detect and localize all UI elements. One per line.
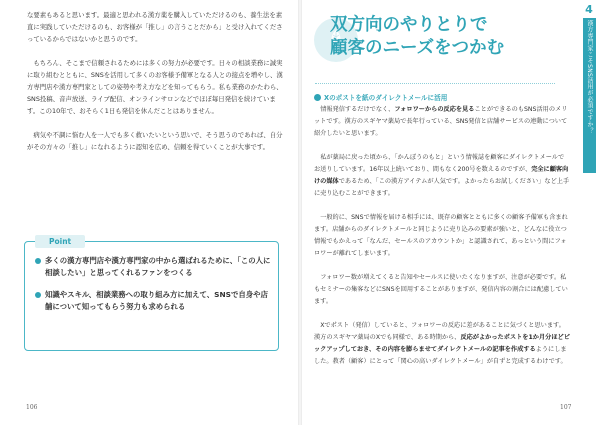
left-paragraph-3: 病気や不調に悩む人を一人でも多く救いたいという思いで、そう思うのであれば、自分がその方々の「推し」になれるように認知を広め、信頼を得ていくことが大事です。 xyxy=(27,131,283,151)
heading-line-1: 双方向のやりとりで xyxy=(330,15,488,35)
point-list xyxy=(35,255,273,323)
right-paragraph-5: Xでポスト（発信）していると、フォロワーの反応に差があることに気づくと思います。漢方のスギヤマ薬局のXでも同様で、ある時期から、反応がよかったポストを1か月分ほどピックアップしておき、その内容を膨らませてダイレクトメールの記事を作成するようにしました。教者（顧客）にとって「関心の高いダイレクトメール」が自ずと完成するわけです。 xyxy=(314,322,570,365)
right-paragraph-3: 一般的に、SNSで情報を届ける相手には、既存の顧客とともに多くの顧客予備軍も含まれます。店舗からのダイレクトメールと同じように売り込みの要素が強いと、どんなに役立つ情報でもかえって「なんだ、セールスのアカウントか」と認識されて、あっという間にフォロワーが離れてしまいます。 xyxy=(314,214,568,257)
left-page xyxy=(0,0,298,425)
emphasis: フォロワーからの反応を見る xyxy=(394,106,475,113)
point-item-text: 知識やスキル、相談業務への取り組み方に加えて、SNSで自身や店舗について知ってもらう努力も求められる xyxy=(45,289,268,312)
right-paragraph-2: 私が薬局に戻った頃から、「かんぽうのもと」という情報誌を顧客にダイレクトメールでお送りしています。16年以上続いており、間もなく200号を数えるのですが、完全に顧客向けの媒体であるため、「この漢方アイテムが人気です。よかったらお試しください」など上手に売り込むことができます。 xyxy=(314,154,570,197)
subheading xyxy=(314,92,447,102)
left-paragraph-1: な要素もあると思います。最適と思われる漢方薬を購入していただけるのも、養生法を素直に実践していただけるのも、お客様が「推し」の言うことだから」と受け入れてくださっているからではないかと思うのです。 xyxy=(27,11,283,43)
right-body-text xyxy=(314,104,570,380)
point-label: Point xyxy=(35,235,85,248)
section-heading xyxy=(330,14,550,60)
point-item xyxy=(35,289,273,314)
right-paragraph-4: フォロワー数が増えてくると告知やセールスに使いたくなりますが、注意が必要です。私もセミナーの集客などにSNSを回用することがありますが、発信内容の割合には配慮しています。 xyxy=(314,274,568,305)
bullet-icon xyxy=(314,94,321,101)
right-paragraph-1: 情報発信するだけでなく、フォロワーからの反応を見ることができるのもSNS活用のメリットです。漢方のスギヤマ薬局で長年行っている、SNS発信と店舗サービスの連動について紹介したいと思います。 xyxy=(314,106,568,137)
point-item xyxy=(35,255,273,280)
point-item-text: 多くの漢方専門店や漢方専門家の中から選ばれるために、「この人に相談したい」と思ってくれるファンをつくる xyxy=(45,256,271,278)
point-box xyxy=(24,237,279,351)
bullet-icon xyxy=(35,258,41,264)
subheading-text: Xのポストを紙のダイレクトメールに活用 xyxy=(324,94,448,102)
page-number-left: 106 xyxy=(26,404,38,411)
emphasis: 反応がよかったポストを1か月分ほどピックアップしておき、その内容を膨らませてダイレクトメールの記事を作成する xyxy=(314,334,570,353)
left-paragraph-2: もちろん、そこまで信頼されるためには多くの努力が必要です。日々の相談業務に誠実に取り組むとともに、SNSを活用して多くのお客様予備軍となる人との接点を増やし、漢方専門店や漢方専門家としての姿勢や考え方などを知ってもらう。私も業務のかたわら、SNS投稿、音声放送、ライブ配信、オンラインサロンなどでほぼ毎日発信を続けています。この10年で、おそらく1日も発信を休んだことはありません。 xyxy=(27,59,283,115)
right-page xyxy=(302,0,600,425)
heading-divider xyxy=(315,83,555,84)
chapter-tab-text: 漢方専門家こそSNS活用が必須ですか？ xyxy=(586,20,593,134)
heading-line-2: 顧客のニーズをつかむ xyxy=(330,38,505,58)
left-body-text xyxy=(27,9,285,165)
page-number-right: 107 xyxy=(560,404,572,411)
bullet-icon xyxy=(35,292,41,298)
emphasis: 完全に顧客向けの媒体 xyxy=(314,166,569,185)
chapter-number: 4 xyxy=(585,3,593,16)
